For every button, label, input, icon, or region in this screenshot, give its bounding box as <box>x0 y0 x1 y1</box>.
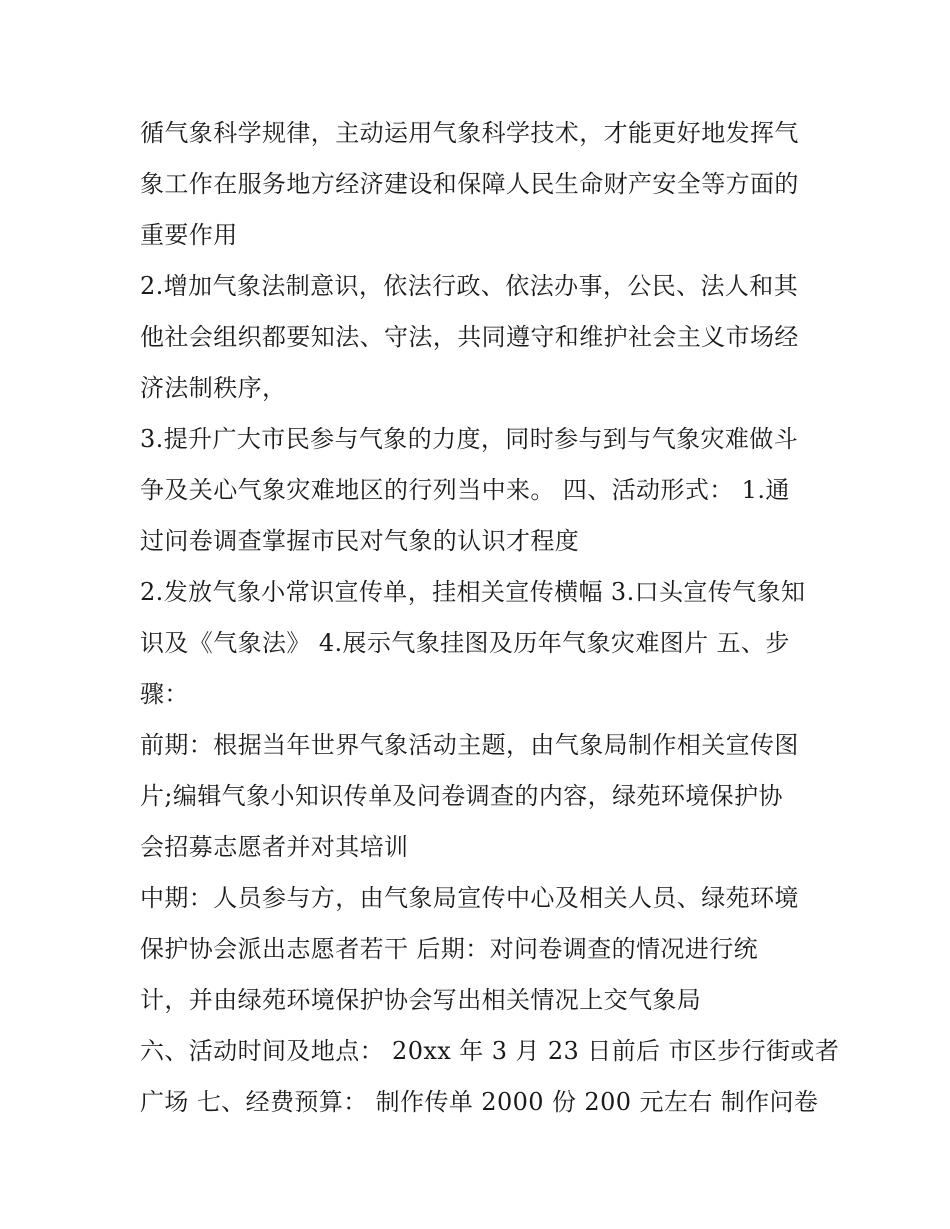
text-line: 争及关心气象灾难地区的行列当中来。 四、活动形式： 1.通 <box>140 476 790 504</box>
text-line: 保护协会派出志愿者若干 后期：对问卷调查的情况进行统 <box>140 935 759 963</box>
text-line: 过问卷调查掌握市民对气象的认识才程度 <box>140 527 580 555</box>
text-line: 广场 七、经费预算： 制作传单 2000 份 200 元左右 制作问卷 <box>140 1088 819 1116</box>
text-line: 象工作在服务地方经济建设和保障人民生命财产安全等方面的 <box>140 170 799 198</box>
text-line: 骤： <box>140 680 189 708</box>
text-line: 2.发放气象小常识宣传单，挂相关宣传横幅 3.口头宣传气象知 <box>140 578 806 606</box>
text-line: 循气象科学规律，主动运用气象科学技术，才能更好地发挥气 <box>140 119 799 147</box>
text-line: 济法制秩序， <box>140 374 287 402</box>
text-line: 他社会组织都要知法、守法，共同遵守和维护社会主义市场经 <box>140 323 799 351</box>
text-line: 会招募志愿者并对其培训 <box>140 833 409 861</box>
text-line: 前期：根据当年世界气象活动主题，由气象局制作相关宣传图 <box>140 731 799 759</box>
text-line: 重要作用 <box>140 221 238 249</box>
document-body <box>140 108 840 1128</box>
text-line: 2.增加气象法制意识，依法行政、依法办事，公民、法人和其 <box>140 272 799 300</box>
text-line: 中期：人员参与方，由气象局宣传中心及相关人员、绿苑环境 <box>140 884 799 912</box>
text-line: 识及《气象法》 4.展示气象挂图及历年气象灾难图片 五、步 <box>140 629 790 657</box>
text-line: 六、活动时间及地点： 20xx 年 3 月 23 日前后 市区步行街或者 <box>140 1037 840 1065</box>
text-line: 片;编辑气象小知识传单及问卷调查的内容，绿苑环境保护协 <box>140 782 783 810</box>
text-line: 3.提升广大市民参与气象的力度，同时参与到与气象灾难做斗 <box>140 425 799 453</box>
text-line: 计，并由绿苑环境保护协会写出相关情况上交气象局 <box>140 986 702 1014</box>
